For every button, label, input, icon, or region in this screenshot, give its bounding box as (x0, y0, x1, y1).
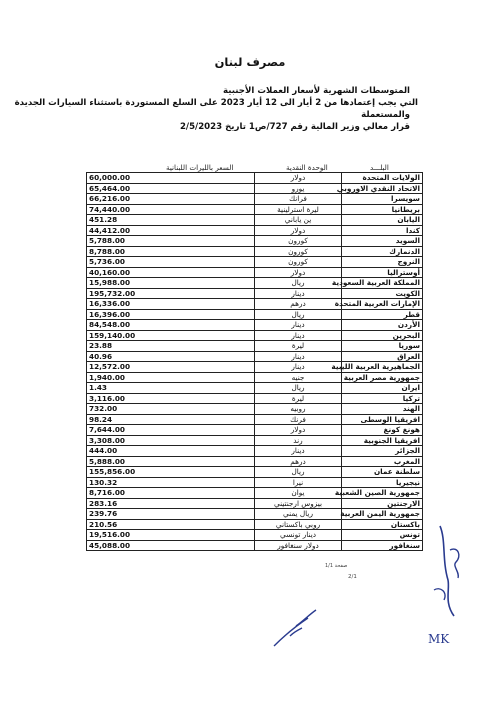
price-cell: 444.00 (87, 446, 255, 457)
currency-unit-cell: روبيه (255, 404, 342, 415)
table-row (87, 309, 423, 320)
currency-unit-cell: دينار (255, 446, 342, 457)
table-row (87, 330, 423, 341)
country-cell: افريقيا الجنوبية (342, 435, 423, 446)
currency-unit-cell: ين ياباني (255, 215, 342, 226)
header-unit: الوحدة النقدية (286, 163, 328, 172)
currency-unit-cell: دينار (255, 320, 342, 331)
subtitle-line-1: المتوسطات الشهرية لأسعار العملات الأجنبية (223, 86, 410, 96)
country-cell: افريقيا الوسطى (342, 414, 423, 425)
price-cell: 15,988.00 (87, 278, 255, 289)
rates-table-body (87, 173, 423, 551)
country-cell: جمهورية اليمن العربية (342, 509, 423, 520)
country-cell: تركيا (342, 393, 423, 404)
initials-mark: MK (428, 632, 450, 646)
currency-unit-cell: ريال (255, 278, 342, 289)
country-cell: جمهورية الصين الشعبية (342, 488, 423, 499)
table-row (87, 204, 423, 215)
country-cell: ايران (342, 383, 423, 394)
table-row (87, 299, 423, 310)
currency-unit-cell: دولار (255, 267, 342, 278)
price-cell: 130.32 (87, 477, 255, 488)
price-cell: 12,572.00 (87, 362, 255, 373)
price-cell: 16,336.00 (87, 299, 255, 310)
table-row (87, 173, 423, 184)
price-cell: 3,308.00 (87, 435, 255, 446)
price-cell: 8,788.00 (87, 246, 255, 257)
table-row (87, 456, 423, 467)
price-cell: 44,412.00 (87, 225, 255, 236)
country-cell: المغرب (342, 456, 423, 467)
table-row (87, 215, 423, 226)
price-cell: 1,940.00 (87, 372, 255, 383)
currency-unit-cell: نيرا (255, 477, 342, 488)
currency-unit-cell: ليرة استرلينية (255, 204, 342, 215)
currency-unit-cell: درهم (255, 299, 342, 310)
price-cell: 66,216.00 (87, 194, 255, 205)
currency-unit-cell: ريال (255, 309, 342, 320)
table-row (87, 362, 423, 373)
page-footnote: صفحة 1/1 (325, 563, 348, 569)
currency-unit-cell: فرنك (255, 414, 342, 425)
table-row (87, 540, 423, 551)
price-cell: 3,116.00 (87, 393, 255, 404)
currency-unit-cell: دينار (255, 330, 342, 341)
country-cell: الأردن (342, 320, 423, 331)
currency-unit-cell: روبي باكستاني (255, 519, 342, 530)
subtitle-line-3: والمستعملة (361, 110, 410, 120)
currency-unit-cell: جنيه (255, 372, 342, 383)
price-cell: 19,516.00 (87, 530, 255, 541)
table-row (87, 509, 423, 520)
price-cell: 5,788.00 (87, 236, 255, 247)
table-row (87, 288, 423, 299)
currency-unit-cell: رند (255, 435, 342, 446)
table-row (87, 414, 423, 425)
country-cell: باكستان (342, 519, 423, 530)
country-cell: الجزائر (342, 446, 423, 457)
table-row (87, 267, 423, 278)
currency-unit-cell: يورو (255, 183, 342, 194)
price-cell: 283.16 (87, 498, 255, 509)
price-cell: 732.00 (87, 404, 255, 415)
currency-unit-cell: دينار (255, 351, 342, 362)
table-row (87, 320, 423, 331)
price-cell: 1.43 (87, 383, 255, 394)
table-row (87, 183, 423, 194)
country-cell: بريطانيا (342, 204, 423, 215)
price-cell: 65,464.00 (87, 183, 255, 194)
table-row (87, 519, 423, 530)
currency-unit-cell: ريال يمني (255, 509, 342, 520)
currency-unit-cell: كورون (255, 236, 342, 247)
table-row (87, 351, 423, 362)
currency-unit-cell: بيزوس ارجنتيني (255, 498, 342, 509)
table-row (87, 225, 423, 236)
currency-unit-cell: يوان (255, 488, 342, 499)
price-cell: 195,732.00 (87, 288, 255, 299)
table-row (87, 477, 423, 488)
country-cell: أوستراليا (342, 267, 423, 278)
price-cell: 5,888.00 (87, 456, 255, 467)
table-row (87, 236, 423, 247)
bank-name: مصرف لبنان (214, 55, 286, 69)
header-country: البلـــد (370, 163, 389, 172)
table-row (87, 393, 423, 404)
price-cell: 45,088.00 (87, 540, 255, 551)
price-cell: 60,000.00 (87, 173, 255, 184)
signature-mark-bottom (266, 606, 326, 651)
country-cell: نيجيريا (342, 477, 423, 488)
table-row (87, 467, 423, 478)
price-cell: 8,716.00 (87, 488, 255, 499)
rates-table (86, 172, 423, 551)
price-cell: 40,160.00 (87, 267, 255, 278)
country-cell: هونغ كونغ (342, 425, 423, 436)
country-cell: سلطنة عمان (342, 467, 423, 478)
table-row (87, 246, 423, 257)
table-row (87, 435, 423, 446)
price-cell: 98.24 (87, 414, 255, 425)
country-cell: سنغافور (342, 540, 423, 551)
table-row (87, 257, 423, 268)
country-cell: الولايات المتحدة (342, 173, 423, 184)
country-cell: الاتحاد النقدي الاوروبي (342, 183, 423, 194)
table-row (87, 404, 423, 415)
currency-unit-cell: دولار (255, 173, 342, 184)
country-cell: جمهورية مصر العربية (342, 372, 423, 383)
price-cell: 84,548.00 (87, 320, 255, 331)
currency-unit-cell: دولار (255, 225, 342, 236)
country-cell: اليابان (342, 215, 423, 226)
price-cell: 159,140.00 (87, 330, 255, 341)
country-cell: الجماهيرية العربية الليبية (342, 362, 423, 373)
country-cell: البحرين (342, 330, 423, 341)
table-row (87, 446, 423, 457)
country-cell: السويد (342, 236, 423, 247)
currency-unit-cell: ريال (255, 467, 342, 478)
country-cell: الارجنتين (342, 498, 423, 509)
currency-unit-cell: دينار تونسي (255, 530, 342, 541)
table-row (87, 341, 423, 352)
table-row (87, 278, 423, 289)
price-cell: 23.88 (87, 341, 255, 352)
table-row (87, 530, 423, 541)
price-cell: 210.56 (87, 519, 255, 530)
header-price: السعر بالليرات اللبنانية (166, 163, 234, 172)
country-cell: سوريا (342, 341, 423, 352)
country-cell: سويسرا (342, 194, 423, 205)
currency-unit-cell: كورون (255, 246, 342, 257)
price-cell: 74,440.00 (87, 204, 255, 215)
country-cell: تونس (342, 530, 423, 541)
country-cell: المملكة العربية السعودية (342, 278, 423, 289)
country-cell: الإمارات العربية المتحدة (342, 299, 423, 310)
price-cell: 16,396.00 (87, 309, 255, 320)
country-cell: كندا (342, 225, 423, 236)
table-row (87, 425, 423, 436)
subtitle-line-2: التي يجب إعتمادها من 2 أيار الى 12 أيار 2023 على السلع المستوردة باستثناء السيارات الجديدة (14, 98, 418, 108)
table-row (87, 372, 423, 383)
price-cell: 40.96 (87, 351, 255, 362)
currency-unit-cell: ليرة (255, 393, 342, 404)
country-cell: الكويت (342, 288, 423, 299)
currency-unit-cell: كورون (255, 257, 342, 268)
currency-unit-cell: دولار سنغافور (255, 540, 342, 551)
table-row (87, 194, 423, 205)
country-cell: الهند (342, 404, 423, 415)
table-row (87, 383, 423, 394)
currency-unit-cell: ريال (255, 383, 342, 394)
signature-mark-right (420, 520, 480, 625)
table-row (87, 498, 423, 509)
country-cell: الدنمارك (342, 246, 423, 257)
currency-unit-cell: دينار (255, 362, 342, 373)
currency-unit-cell: دينار (255, 288, 342, 299)
table-row (87, 488, 423, 499)
price-cell: 451.28 (87, 215, 255, 226)
country-cell: النروج (342, 257, 423, 268)
page-number: 2/1 (348, 574, 357, 580)
price-cell: 5,736.00 (87, 257, 255, 268)
price-cell: 155,856.00 (87, 467, 255, 478)
currency-unit-cell: فرانك (255, 194, 342, 205)
country-cell: العراق (342, 351, 423, 362)
decision-line: قرار معالي وزير المالية رقم 727/ص1 تاريخ 2/5/2023 (179, 122, 410, 132)
price-cell: 239.76 (87, 509, 255, 520)
price-cell: 7,644.00 (87, 425, 255, 436)
currency-unit-cell: دولار (255, 425, 342, 436)
currency-unit-cell: ليرة (255, 341, 342, 352)
country-cell: قطر (342, 309, 423, 320)
currency-unit-cell: درهم (255, 456, 342, 467)
